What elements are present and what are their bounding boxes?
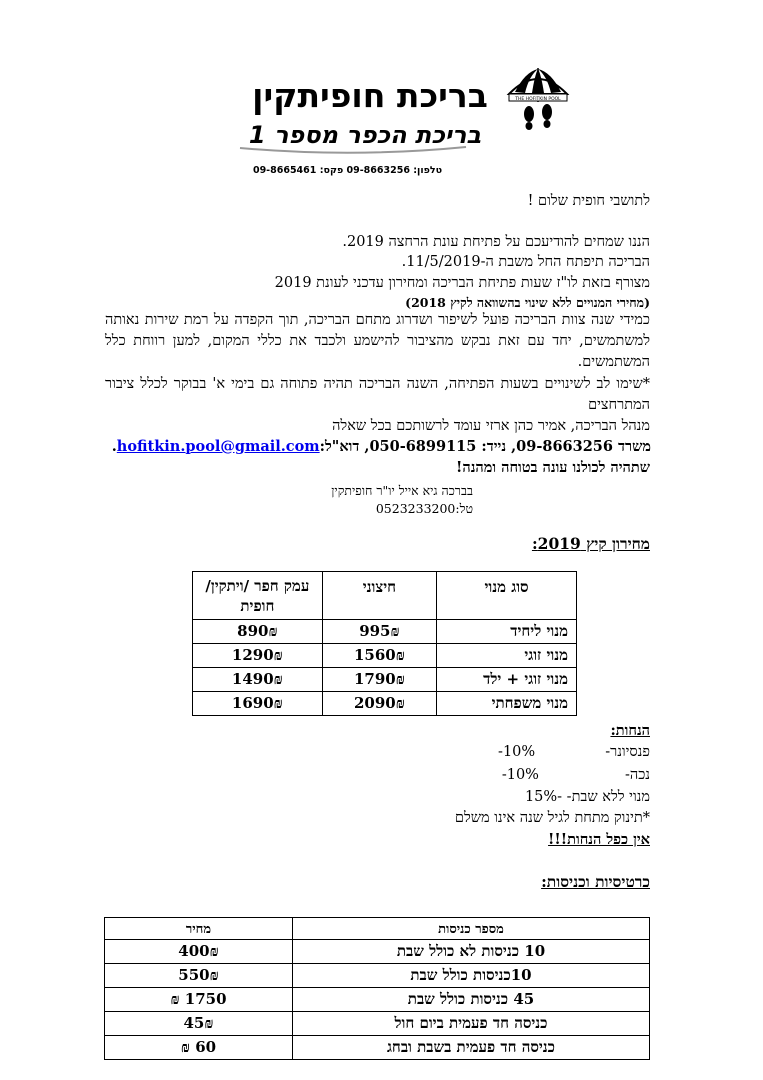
table-header-row — [193, 572, 577, 620]
cell: 890₪ — [193, 620, 323, 644]
header-cell: סוג מנוי — [437, 572, 577, 620]
cell: מנוי זוגי — [437, 644, 577, 668]
cell: כניסה חד פעמית ביום חול — [293, 1012, 650, 1036]
table-header-row — [105, 918, 650, 940]
discount-value: 10%- — [498, 744, 536, 760]
cell: 1490₪ — [193, 668, 323, 692]
letter-para-5: כמידי שנה צוות הבריכה פועל לשיפור ושדרוג מתחם הבריכה, תוך הקפדה על רמת שירות נאותה למשתמשים, יחד עם זאת נבקש מהציבור להישמע ולכבד את כללי המקום, למען רווחת כלל המשתמשים. — [105, 312, 650, 370]
table-row — [193, 668, 577, 692]
header-cell: מחיר — [105, 918, 293, 940]
cell: 1790₪ — [322, 668, 436, 692]
cell: 2090₪ — [322, 692, 436, 716]
cell: כניסה חד פעמית בשבת ובחג — [293, 1036, 650, 1060]
cell: 10 כניסות לא כולל שבת — [293, 940, 650, 964]
email-link[interactable]: hofitkin.pool@gmail.com — [116, 438, 320, 455]
cell: 45 כניסות כולל שבת — [293, 988, 650, 1012]
prices-heading: מחירון קיץ 2019: — [531, 534, 650, 553]
cell: מנוי ליחיד — [437, 620, 577, 644]
cell: 60 ₪ — [105, 1036, 293, 1060]
letter-para-1: הננו שמחים להודיעכם על פתיחת עונת הרחצה 2019. — [342, 234, 650, 250]
discount-pensioner — [110, 742, 650, 763]
page-title: בריכת חופיתקין — [252, 76, 488, 115]
table-row — [193, 620, 577, 644]
cell: 1690₪ — [193, 692, 323, 716]
cell: 10כניסות כולל שבת — [293, 964, 650, 988]
letter-para-6: *שימו לב לשינויים בשעות הפתיחה, השנה הבריכה תהיה פתוחה גם בימי א' בבוקר לכלל ציבור המתרחצים — [105, 376, 650, 413]
cell: 1750 ₪ — [105, 988, 293, 1012]
table-row — [193, 692, 577, 716]
discount-note: אין כפל הנחות!!! — [548, 831, 650, 848]
letter-para-2: הבריכה תיפתח החל משבת ה-11/5/2019. — [401, 254, 650, 270]
header-cell: חיצוני — [322, 572, 436, 620]
table-row — [105, 1036, 650, 1060]
cell: 995₪ — [322, 620, 436, 644]
page-subtitle: בריכת הכפר מספר 1 — [248, 121, 482, 149]
discount-infant: *תינוק מתחת לגיל שנה אינו משלם — [454, 810, 650, 826]
table-row — [105, 940, 650, 964]
cell: 1290₪ — [193, 644, 323, 668]
cell: 550₪ — [105, 964, 293, 988]
discount-label: פנסיונר- — [605, 744, 650, 760]
pool-umbrella-logo-icon — [505, 66, 571, 134]
cell: 45₪ — [105, 1012, 293, 1036]
table-row — [105, 1012, 650, 1036]
contact-details: משרד 09-8663256, נייד: 050-6899115, דוא"ל:hofitkin.pool@gmail.com. — [111, 438, 651, 455]
signature-phone: טל:0523233200 — [375, 501, 473, 516]
header-cell: מספר כניסות — [293, 918, 650, 940]
letter-para-7: מנהל הבריכה, אמיר כהן ארזי עומד לרשותכם בכל שאלה — [332, 418, 650, 434]
contact-details-text: משרד 09-8663256, נייד: 050-6899115, דוא"ל: — [319, 438, 651, 455]
discount-disabled — [110, 765, 650, 786]
closing-line: שתהיה לכולנו עונה בטוחה ומהנה! — [456, 459, 650, 476]
title-swoosh-decoration — [238, 144, 468, 156]
price-table — [192, 571, 577, 716]
logo-text: THE HOFITKIN POOL — [515, 97, 561, 102]
table-row — [193, 644, 577, 668]
header-cell: עמק חפר /ויתקין/ חופית — [193, 572, 323, 620]
letter-para-3: מצורף בזאת לו"ז שעות פתיחת הבריכה ומחירון עדכני לעונת 2019 — [274, 275, 650, 291]
cell: 1560₪ — [322, 644, 436, 668]
signature-name: בברכה גיא אייל יו"ר חופיתקין — [331, 483, 473, 498]
entries-table — [104, 917, 650, 1060]
discounts-heading: הנחות: — [610, 722, 650, 739]
letter-para-4: (מחירי המנויים ללא שינוי בהשוואה לקיץ 2018) — [405, 295, 650, 310]
table-row — [105, 964, 650, 988]
greeting: לתושבי חופית שלום ! — [527, 193, 650, 209]
cell: 400₪ — [105, 940, 293, 964]
contact-line: טלפון: 09-8663256 פקס: 09-8665461 — [252, 165, 443, 176]
cell: מנוי זוגי + ילד — [437, 668, 577, 692]
entries-heading: כרטיסיות וכניסות: — [541, 872, 650, 891]
table-row — [105, 988, 650, 1012]
cell: מנוי משפחתי — [437, 692, 577, 716]
discount-value: 10%- — [501, 767, 539, 783]
discount-no-shabbat: מנוי ללא שבת- -15% — [524, 789, 650, 805]
discount-label: נכה- — [624, 767, 650, 783]
